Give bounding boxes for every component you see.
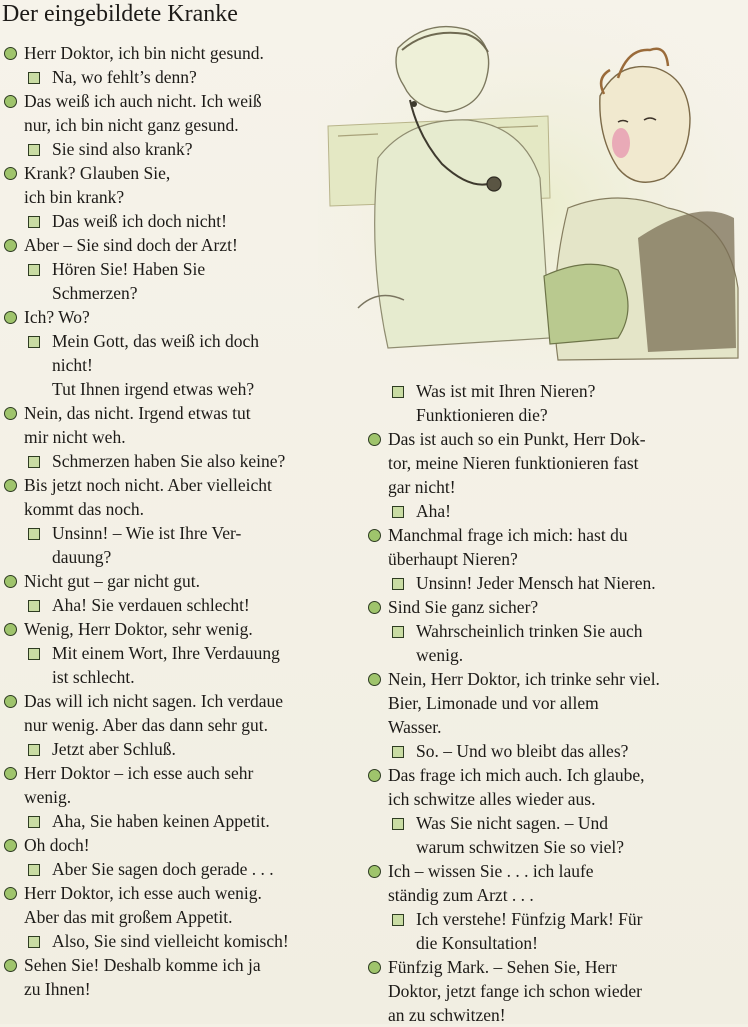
dialogue-text-line: Unsinn! – Wie ist Ihre Ver- xyxy=(52,523,242,543)
dialogue-text-line: Mit einem Wort, Ihre Verdauung xyxy=(52,643,280,663)
dialogue-text-line: Das weiß ich doch nicht! xyxy=(52,211,227,231)
dialogue-text-line: warum schwitzen Sie so viel? xyxy=(416,837,625,857)
dialogue-text-line: wenig. xyxy=(416,645,464,665)
doctor-line xyxy=(366,571,744,595)
doctor-line xyxy=(2,641,354,689)
dialogue-text-line: Sehen Sie! Deshalb komme ich ja xyxy=(24,955,261,975)
dialogue-text-line: Herr Doktor – ich esse auch sehr xyxy=(24,763,254,783)
dialogue-text-line: Herr Doktor, ich bin nicht gesund. xyxy=(24,43,264,63)
patient-line xyxy=(2,953,354,1001)
dialogue-text-line: Ich – wissen Sie . . . ich laufe xyxy=(388,861,594,881)
dialogue-text-line: mir nicht weh. xyxy=(24,427,126,447)
dialogue-text-line: Das weiß ich auch nicht. Ich weiß xyxy=(24,91,262,111)
dialogue-text-line: Das will ich nicht sagen. Ich verdaue xyxy=(24,691,284,711)
doctor-line xyxy=(2,257,354,305)
doctor-line xyxy=(366,811,744,859)
square-bullet-icon xyxy=(28,864,40,876)
patient-line xyxy=(2,689,354,737)
dialogue-text-line: Doktor, jetzt fange ich schon wieder xyxy=(388,981,642,1001)
patient-line xyxy=(2,41,354,65)
patient-line xyxy=(2,401,354,449)
doctor-line xyxy=(366,379,744,427)
square-bullet-icon xyxy=(28,456,40,468)
circle-bullet-icon xyxy=(368,529,381,542)
dialogue-text-line: gar nicht! xyxy=(388,477,456,497)
dialogue-text-line: Nein, das nicht. Irgend etwas tut xyxy=(24,403,251,423)
circle-bullet-icon xyxy=(368,433,381,446)
doctor-line xyxy=(2,65,354,89)
dialogue-text-line: Funktionieren die? xyxy=(416,405,548,425)
square-bullet-icon xyxy=(28,528,40,540)
circle-bullet-icon xyxy=(368,865,381,878)
dialogue-text-line: Wenig, Herr Doktor, sehr wenig. xyxy=(24,619,253,639)
dialogue-text-line: Manchmal frage ich mich: hast du xyxy=(388,525,628,545)
dialogue-text-line: Jetzt aber Schluß. xyxy=(52,739,176,759)
square-bullet-icon xyxy=(392,386,404,398)
square-bullet-icon xyxy=(28,216,40,228)
circle-bullet-icon xyxy=(368,769,381,782)
square-bullet-icon xyxy=(28,336,40,348)
patient-line xyxy=(2,233,354,257)
patient-line xyxy=(2,761,354,809)
patient-line xyxy=(2,881,354,929)
circle-bullet-icon xyxy=(4,623,17,636)
dialogue-text-line: nicht! xyxy=(52,355,93,375)
square-bullet-icon xyxy=(392,818,404,830)
dialogue-text-line: Was Sie nicht sagen. – Und xyxy=(416,813,609,833)
dialogue-text-line: Sie sind also krank? xyxy=(52,139,193,159)
patient-line xyxy=(366,763,744,811)
dialogue-text-line: Aber – Sie sind doch der Arzt! xyxy=(24,235,238,255)
dialogue-text-line: Das frage ich mich auch. Ich glaube, xyxy=(388,765,645,785)
circle-bullet-icon xyxy=(4,47,17,60)
dialogue-text-line: Schmerzen? xyxy=(52,283,138,303)
doctor-line xyxy=(2,737,354,761)
dialogue-text-line: Hören Sie! Haben Sie xyxy=(52,259,206,279)
square-bullet-icon xyxy=(28,264,40,276)
dialogue-text-line: Das ist auch so ein Punkt, Herr Dok- xyxy=(388,429,646,449)
square-bullet-icon xyxy=(392,506,404,518)
circle-bullet-icon xyxy=(4,959,17,972)
circle-bullet-icon xyxy=(368,961,381,974)
doctor-line xyxy=(2,329,354,401)
square-bullet-icon xyxy=(28,936,40,948)
patient-line xyxy=(2,89,354,137)
doctor-line xyxy=(2,137,354,161)
dialogue-text-line: an zu schwitzen! xyxy=(388,1005,506,1025)
circle-bullet-icon xyxy=(368,673,381,686)
dialogue-text-line: Krank? Glauben Sie, xyxy=(24,163,171,183)
dialogue-text-line: Was ist mit Ihren Nieren? xyxy=(416,381,596,401)
dialogue-text-line: Bis jetzt noch nicht. Aber vielleicht xyxy=(24,475,272,495)
circle-bullet-icon xyxy=(4,167,17,180)
doctor-line xyxy=(366,499,744,523)
doctor-line xyxy=(366,739,744,763)
circle-bullet-icon xyxy=(4,95,17,108)
patient-line xyxy=(2,161,354,209)
patient-line xyxy=(366,523,744,571)
square-bullet-icon xyxy=(28,72,40,84)
patient-line xyxy=(366,859,744,907)
dialogue-text-line: Unsinn! Jeder Mensch hat Nieren. xyxy=(416,573,656,593)
dialogue-text-line: ich bin krank? xyxy=(24,187,125,207)
dialogue-text-line: ständig zum Arzt . . . xyxy=(388,885,534,905)
dialogue-text-line: Also, Sie sind vielleicht komisch! xyxy=(52,931,289,951)
patient-line xyxy=(2,833,354,857)
dialogue-text-line: Schmerzen haben Sie also keine? xyxy=(52,451,286,471)
dialogue-text-line: Fünfzig Mark. – Sehen Sie, Herr xyxy=(388,957,617,977)
square-bullet-icon xyxy=(392,626,404,638)
square-bullet-icon xyxy=(28,648,40,660)
dialogue-text-line: Wahrscheinlich trinken Sie auch xyxy=(416,621,643,641)
dialogue-text-line: Tut Ihnen irgend etwas weh? xyxy=(52,379,255,399)
circle-bullet-icon xyxy=(4,887,17,900)
dialogue-text-line: So. – Und wo bleibt das alles? xyxy=(416,741,629,761)
square-bullet-icon xyxy=(392,746,404,758)
dialogue-text-line: überhaupt Nieren? xyxy=(388,549,518,569)
doctor-line xyxy=(2,929,354,953)
circle-bullet-icon xyxy=(4,479,17,492)
square-bullet-icon xyxy=(28,144,40,156)
dialogue-text-line: Ich? Wo? xyxy=(24,307,90,327)
dialogue-text-line: ist schlecht. xyxy=(52,667,135,687)
circle-bullet-icon xyxy=(4,575,17,588)
dialogue-text-line: Herr Doktor, ich esse auch wenig. xyxy=(24,883,262,903)
right-column-dialogue xyxy=(366,379,744,1027)
dialogue-text-line: zu Ihnen! xyxy=(24,979,91,999)
square-bullet-icon xyxy=(28,744,40,756)
circle-bullet-icon xyxy=(4,839,17,852)
square-bullet-icon xyxy=(28,600,40,612)
dialogue-text-line: Oh doch! xyxy=(24,835,90,855)
dialogue-text-line: Ich verstehe! Fünfzig Mark! Für xyxy=(416,909,643,929)
dialogue-text-line: Nein, Herr Doktor, ich trinke sehr viel. xyxy=(388,669,660,689)
dialogue-text-line: kommt das noch. xyxy=(24,499,145,519)
square-bullet-icon xyxy=(392,578,404,590)
doctor-line xyxy=(2,521,354,569)
circle-bullet-icon xyxy=(4,767,17,780)
patient-line xyxy=(366,955,744,1027)
dialogue-text-line: Na, wo fehlt’s denn? xyxy=(52,67,197,87)
dialogue-text-line: die Konsultation! xyxy=(416,933,538,953)
dialogue-text-line: Sind Sie ganz sicher? xyxy=(388,597,539,617)
left-column-dialogue xyxy=(2,41,354,1001)
doctor-line xyxy=(2,809,354,833)
dialogue-text-line: Aha! Sie verdauen schlecht! xyxy=(52,595,250,615)
patient-line xyxy=(366,427,744,499)
patient-line xyxy=(366,667,744,739)
patient-line xyxy=(366,595,744,619)
doctor-line xyxy=(2,593,354,617)
dialogue-text-line: Aha, Sie haben keinen Appetit. xyxy=(52,811,270,831)
dialogue-text-line: tor, meine Nieren funktionieren fast xyxy=(388,453,639,473)
square-bullet-icon xyxy=(28,816,40,828)
square-bullet-icon xyxy=(392,914,404,926)
dialogue-text-line: Aber Sie sagen doch gerade . . . xyxy=(52,859,274,879)
doctor-patient-sketch-icon xyxy=(318,8,748,370)
circle-bullet-icon xyxy=(4,407,17,420)
dialogue-text-line: nur wenig. Aber das dann sehr gut. xyxy=(24,715,268,735)
patient-line xyxy=(2,617,354,641)
patient-line xyxy=(2,473,354,521)
patient-line xyxy=(2,305,354,329)
patient-line xyxy=(2,569,354,593)
dialogue-text-line: Aha! xyxy=(416,501,451,521)
doctor-line xyxy=(2,449,354,473)
dialogue-text-line: Wasser. xyxy=(388,717,442,737)
doctor-line xyxy=(2,209,354,233)
dialogue-text-line: wenig. xyxy=(24,787,72,807)
dialogue-text-line: ich schwitze alles wieder aus. xyxy=(388,789,596,809)
circle-bullet-icon xyxy=(4,311,17,324)
dialogue-text-line: Aber das mit großem Appetit. xyxy=(24,907,233,927)
circle-bullet-icon xyxy=(4,239,17,252)
doctor-line xyxy=(366,907,744,955)
circle-bullet-icon xyxy=(368,601,381,614)
page-title: Der eingebildete Kranke xyxy=(2,1,238,27)
dialogue-text-line: Bier, Limonade und vor allem xyxy=(388,693,599,713)
dialogue-text-line: Mein Gott, das weiß ich doch xyxy=(52,331,260,351)
circle-bullet-icon xyxy=(4,695,17,708)
dialogue-text-line: Nicht gut – gar nicht gut. xyxy=(24,571,200,591)
dialogue-text-line: nur, ich bin nicht ganz gesund. xyxy=(24,115,239,135)
doctor-line xyxy=(366,619,744,667)
dialogue-text-line: dauung? xyxy=(52,547,112,567)
doctor-line xyxy=(2,857,354,881)
